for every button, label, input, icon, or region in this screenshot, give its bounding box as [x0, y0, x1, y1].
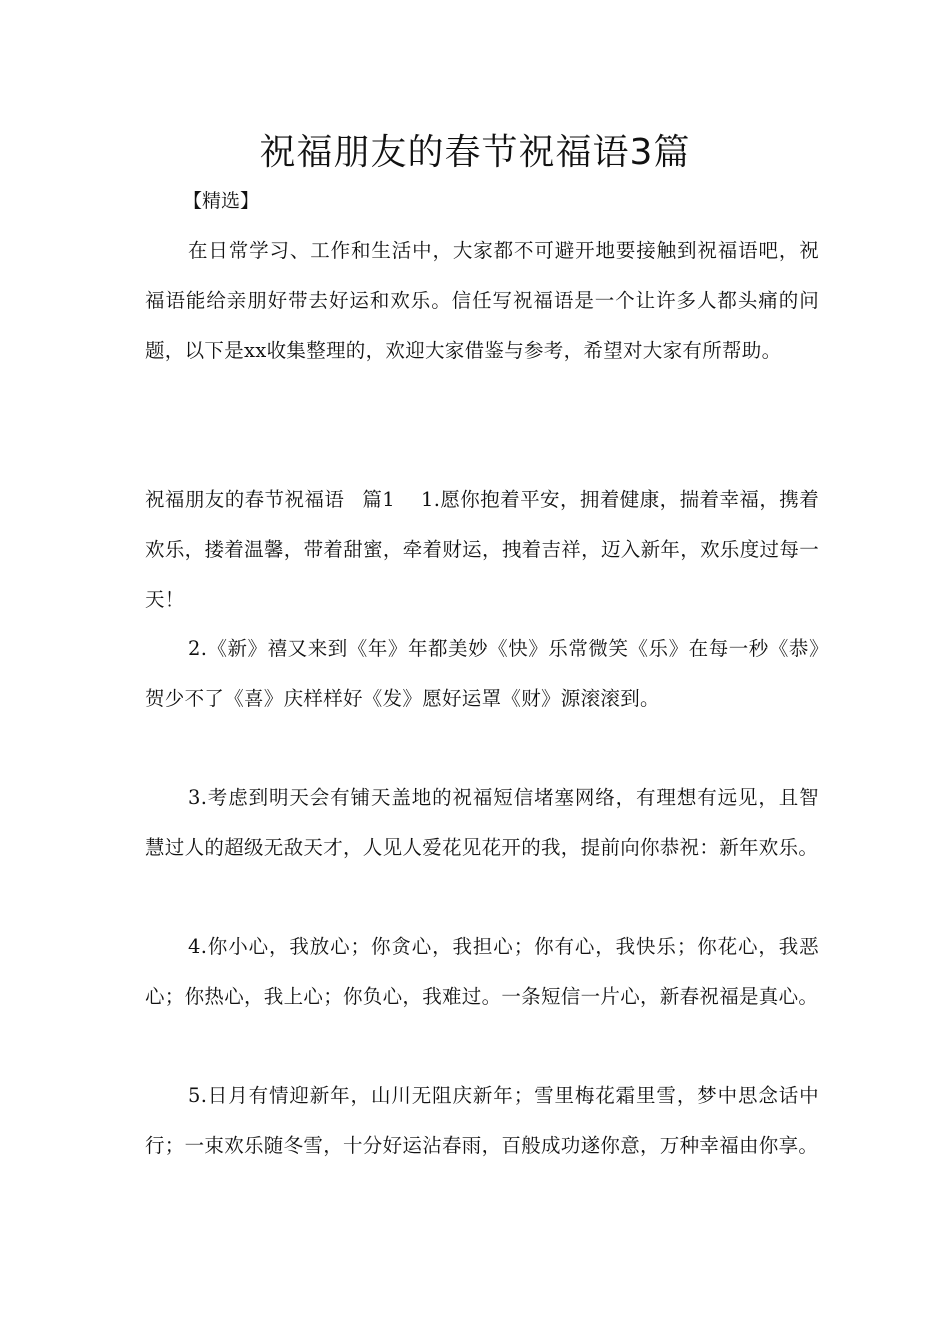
blessing-item-2: 2.《新》禧又来到《年》年都美妙《快》乐常微笑《乐》在每一秒《恭》贺少不了《喜》庆样样好《发》愿好运罩《财》源滚滚到。 — [145, 637, 819, 710]
section-heading: 祝福朋友的春节祝福语 — [145, 488, 345, 511]
blessing-item-5: 5.日月有情迎新年，山川无阻庆新年；雪里梅花霜里雪，梦中思念话中行；一束欢乐随冬雪，十分好运沾春雨，百般成功遂你意，万种幸福由你享。 — [145, 1084, 819, 1157]
selection-tag: 【精选】 — [183, 190, 260, 212]
blessing-item-1: 1.愿你抱着平安，拥着健康，揣着幸福，携着欢乐，搂着温馨，带着甜蜜，牵着财运，拽着吉祥，迈入新年，欢乐度过每一天！ — [145, 488, 819, 611]
blessing-item-4: 4.你小心，我放心；你贪心，我担心；你有心，我快乐；你花心，我恶心；你热心，我上心；你负心，我难过。一条短信一片心，新春祝福是真心。 — [145, 935, 819, 1008]
intro-paragraph: 在日常学习、工作和生活中，大家都不可避开地要接触到祝福语吧，祝福语能给亲朋好带去好运和欢乐。信任写祝福语是一个让许多人都头痛的问题，以下是xx收集整理的，欢迎大家借鉴与参考，希望对大家有所帮助。 — [145, 239, 819, 362]
blessing-item-3: 3.考虑到明天会有铺天盖地的祝福短信堵塞网络，有理想有远见，且智慧过人的超级无敌天才，人见人爱花见花开的我，提前向你恭祝：新年欢乐。 — [145, 786, 819, 859]
section-number: 篇1 — [362, 488, 396, 511]
section-first-paragraph — [145, 475, 819, 625]
document-title: 祝福朋友的春节祝福语3篇 — [259, 132, 691, 173]
